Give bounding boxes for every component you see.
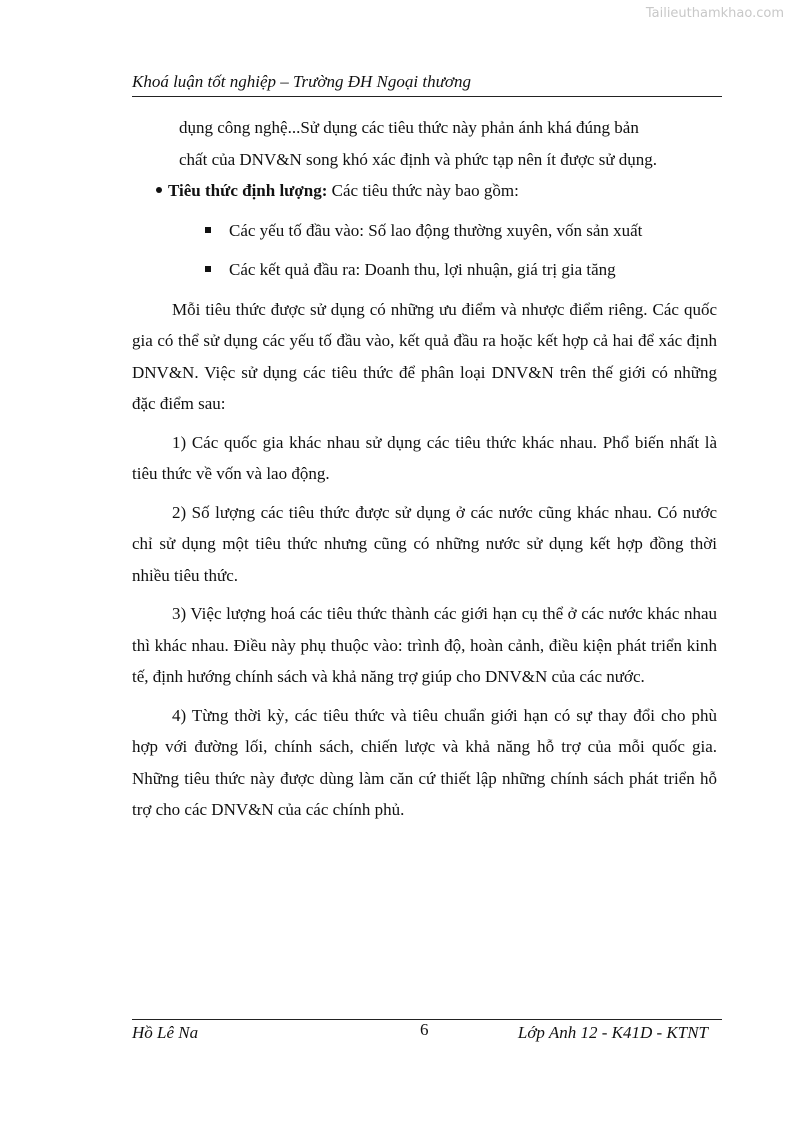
paragraph-point-1: 1) Các quốc gia khác nhau sử dụng các tiêu thức khác nhau. Phổ biến nhất là tiêu thức về vốn và lao động. [132,432,717,483]
paragraph-point-2: 2) Số lượng các tiêu thức được sử dụng ở các nước cũng khác nhau. Có nước chỉ sử dụng một tiêu thức nhưng cũng có những nước sử dụng kết hợp đồng thời nhiều tiêu thức. [132,502,717,585]
continued-line-2: chất của DNV&N song khó xác định và phức tạp nên ít được sử dụng. [179,149,658,169]
quantitative-criteria-item [132,175,717,207]
footer-class-info: Lớp Anh 12 - K41D - KTNT [517,1023,708,1042]
list-item: Các kết quả đầu ra: Doanh thu, lợi nhuận, giá trị gia tăng [205,254,717,286]
square-bullet-icon [205,266,211,272]
document-body [132,112,717,826]
continued-paragraph [132,112,717,175]
running-header: Khoá luận tốt nghiệp – Trường ĐH Ngoại thương [132,72,722,97]
list-item: Các yếu tố đầu vào: Số lao động thường xuyên, vốn sản xuất [205,215,717,247]
criteria-label: Tiêu thức định lượng: [168,181,328,200]
paragraph-point-3: 3) Việc lượng hoá các tiêu thức thành các giới hạn cụ thể ở các nước khác nhau thì khác nhau. Điều này phụ thuộc vào: trình độ, hoàn cảnh, điều kiện phát triển kinh tế, định hướng chính sách và khả năng trợ giúp cho DNV&N của các nước. [132,604,717,686]
watermark-text: Tailieuthamkhao.com [645,6,784,21]
square-bullet-icon [205,227,211,233]
page-footer [132,1019,722,1046]
continued-line-1: dụng công nghệ...Sử dụng các tiêu thức này phản ánh khá đúng bản [179,118,639,137]
bullet-dot-icon [156,187,162,193]
criteria-text: Các tiêu thức này bao gồm: [327,181,519,200]
paragraph-intro: Mỗi tiêu thức được sử dụng có những ưu điểm và nhược điểm riêng. Các quốc gia có thể sử dụng các yếu tố đầu vào, kết quả đầu ra hoặc kết hợp cả hai để xác định DNV&N. Việc sử dụng các tiêu thức để phân loại DNV&N trên thế giới có những đặc điểm sau: [132,299,717,413]
footer-author: Hồ Lê Na [132,1023,199,1042]
criteria-sub-list [132,215,717,286]
page-number: 6 [420,1020,429,1039]
paragraph-point-4: 4) Từng thời kỳ, các tiêu thức và tiêu chuẩn giới hạn có sự thay đổi cho phù hợp với đường lối, chính sách, chiến lược và khả năng hỗ trợ của mỗi quốc gia. Những tiêu thức này được dùng làm căn cứ thiết lập những chính sách phát triển hỗ trợ cho các DNV&N của các chính phủ. [132,705,717,819]
